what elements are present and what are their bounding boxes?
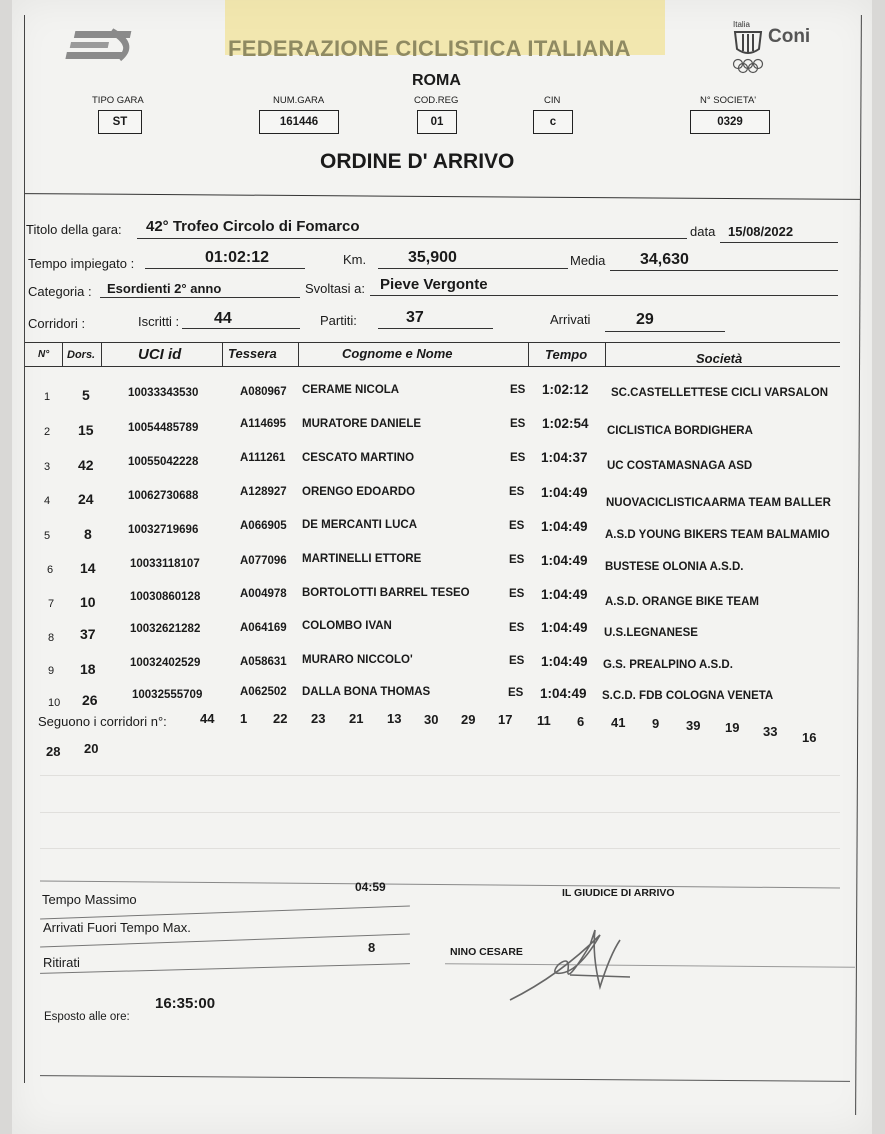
partiti-value: 37 [406, 309, 424, 326]
row-cat: ES [509, 554, 525, 566]
svolta-underline [370, 295, 838, 296]
iscritti-underline [182, 328, 300, 329]
row-nome: MARTINELLI ETTORE [302, 553, 422, 565]
tempo-value: 01:02:12 [205, 249, 270, 266]
row-cat: ES [509, 622, 525, 634]
table-row [0, 416, 885, 446]
col-sep [101, 342, 102, 366]
signature-icon [500, 915, 650, 1010]
media-label: Media [570, 253, 606, 268]
cod-reg-box: 01 [417, 110, 457, 134]
row-cat: ES [510, 452, 526, 464]
row-uci: 10032719696 [128, 524, 199, 536]
arrivati-underline [605, 331, 725, 332]
header-uci: UCI id [138, 346, 182, 363]
categoria-underline [100, 297, 300, 298]
row-pos: 4 [44, 495, 51, 507]
olympic-rings-icon [732, 58, 764, 74]
row-cat: ES [510, 418, 526, 430]
row-tempo: 1:02:12 [542, 382, 589, 397]
row-pos: 6 [47, 564, 54, 576]
row-uci: 10054485789 [128, 422, 199, 434]
document-title: ORDINE D' ARRIVO [320, 150, 515, 173]
col-sep [222, 342, 223, 366]
col-sep [528, 342, 529, 366]
svolta-value: Pieve Vergonte [380, 276, 488, 293]
row-tessera: A004978 [240, 588, 287, 600]
table-row [0, 382, 885, 412]
row-pos: 7 [48, 598, 55, 610]
row-tessera: A062502 [240, 686, 287, 698]
seguono-number: 1 [240, 711, 248, 726]
seguono-number: 13 [387, 711, 402, 726]
seguono-number: 23 [311, 711, 326, 726]
row-dors: 37 [80, 626, 96, 642]
iscritti-value: 44 [214, 310, 232, 327]
table-header-line [25, 366, 840, 367]
row-societa: U.S.LEGNANESE [604, 627, 698, 639]
tempo-massimo-label: Tempo Massimo [42, 892, 137, 907]
esposto-value: 16:35:00 [155, 995, 216, 1012]
table-row [0, 450, 885, 480]
table-row [0, 552, 885, 582]
ritirati-label: Ritirati [43, 955, 80, 970]
row-societa: A.S.D YOUNG BIKERS TEAM BALMAMIO [605, 529, 830, 541]
seguono-number: 16 [802, 730, 817, 745]
row-cat: ES [510, 384, 526, 396]
tipo-gara-box: ST [98, 110, 142, 134]
seguono-number: 6 [577, 714, 585, 729]
faint-line [40, 812, 840, 813]
ritirati-value: 8 [368, 940, 376, 955]
cod-reg-label: COD.REG [414, 95, 459, 106]
num-societa-label: N° SOCIETA' [700, 95, 757, 106]
row-dors: 42 [78, 457, 94, 473]
city-label: ROMA [412, 72, 461, 89]
header-tempo: Tempo [545, 347, 588, 362]
seguono-number: 41 [611, 715, 626, 730]
row-tessera: A114695 [240, 418, 287, 430]
seguono-number: 20 [84, 741, 99, 756]
seguono-number: 21 [349, 711, 364, 726]
num-societa-box: 0329 [690, 110, 770, 134]
seguono-label: Seguono i corridori n°: [38, 714, 167, 729]
row-dors: 18 [80, 661, 96, 677]
row-nome: DE MERCANTI LUCA [302, 519, 417, 531]
corridori-label: Corridori : [28, 316, 86, 331]
seguono-number: 17 [498, 712, 513, 727]
coni-small-label: Italia [733, 20, 750, 29]
col-sep [298, 342, 299, 366]
fci-logo-icon [62, 28, 142, 68]
row-pos: 1 [44, 391, 51, 403]
row-dors: 26 [82, 692, 98, 708]
row-uci: 10055042228 [128, 456, 199, 468]
row-tempo: 1:04:49 [541, 654, 588, 669]
federation-title: FEDERAZIONE CICLISTICA ITALIANA [228, 36, 631, 61]
arrivati-label: Arrivati [550, 312, 591, 327]
table-row [0, 620, 885, 650]
row-pos: 10 [48, 697, 61, 709]
km-value: 35,900 [408, 249, 457, 266]
row-tempo: 1:04:49 [541, 587, 588, 602]
table-row [0, 484, 885, 514]
seguono-number: 11 [537, 713, 551, 728]
col-sep [62, 342, 63, 366]
table-row [0, 518, 885, 548]
titolo-underline [137, 238, 687, 239]
row-dors: 8 [84, 526, 92, 542]
row-tessera: A066905 [240, 520, 287, 532]
row-tempo: 1:04:49 [541, 620, 588, 635]
row-nome: MURARO NICCOLO' [302, 654, 413, 666]
coni-emblem-icon [733, 29, 763, 57]
row-tessera: A077096 [240, 555, 287, 567]
row-tessera: A080967 [240, 386, 287, 398]
row-nome: CESCATO MARTINO [302, 452, 415, 464]
cin-box: c [533, 110, 573, 134]
table-row [0, 686, 885, 716]
esposto-label: Esposto alle ore: [44, 1011, 130, 1023]
row-cat: ES [509, 486, 525, 498]
data-value: 15/08/2022 [728, 224, 794, 239]
row-cat: ES [509, 588, 525, 600]
row-uci: 10032402529 [130, 657, 201, 669]
row-cat: ES [508, 687, 524, 699]
row-pos: 9 [48, 665, 55, 677]
row-dors: 15 [78, 422, 94, 438]
partiti-label: Partiti: [320, 313, 357, 328]
seguono-number: 19 [725, 720, 740, 735]
seguono-number: 22 [273, 711, 288, 726]
row-societa: G.S. PREALPINO A.S.D. [603, 659, 733, 671]
cin-label: CIN [544, 95, 561, 106]
row-pos: 3 [44, 461, 51, 473]
iscritti-label: Iscritti : [138, 314, 180, 329]
row-societa: A.S.D. ORANGE BIKE TEAM [605, 596, 759, 608]
row-nome: CERAME NICOLA [302, 384, 400, 396]
coni-logo-text: Coni [768, 26, 811, 47]
tempo-label: Tempo impiegato : [28, 256, 135, 271]
partiti-underline [378, 328, 493, 329]
row-tempo: 1:02:54 [542, 416, 589, 431]
row-societa: NUOVACICLISTICAARMA TEAM BALLER [606, 497, 831, 509]
row-tessera: A128927 [240, 486, 287, 498]
row-nome: MURATORE DANIELE [302, 418, 422, 430]
data-label: data [690, 224, 716, 239]
row-tempo: 1:04:49 [541, 519, 588, 534]
row-dors: 10 [80, 594, 96, 610]
tipo-gara-label: TIPO GARA [92, 95, 144, 106]
row-tessera: A111261 [240, 452, 286, 464]
media-underline [610, 270, 838, 271]
row-uci: 10033118107 [130, 558, 200, 570]
row-uci: 10032555709 [132, 689, 203, 701]
table-top-line [25, 342, 840, 343]
row-dors: 5 [82, 387, 90, 403]
row-dors: 14 [80, 560, 96, 576]
table-row [0, 654, 885, 684]
seguono-number: 30 [424, 712, 439, 727]
row-uci: 10062730688 [128, 490, 199, 502]
seguono-number: 29 [461, 712, 476, 727]
categoria-value: Esordienti 2° anno [107, 281, 222, 296]
tempo-massimo-value: 04:59 [355, 880, 386, 894]
row-uci: 10030860128 [130, 591, 201, 603]
row-pos: 8 [48, 632, 55, 644]
row-nome: DALLA BONA THOMAS [302, 686, 431, 698]
seguono-number: 33 [763, 724, 778, 739]
row-societa: BUSTESE OLONIA A.S.D. [605, 561, 744, 573]
col-sep [605, 342, 606, 366]
faint-line [40, 848, 840, 849]
giudice-nome: NINO CESARE [450, 946, 523, 958]
data-underline [720, 242, 838, 243]
row-tempo: 1:04:49 [540, 686, 587, 701]
num-gara-box: 161446 [259, 110, 339, 134]
row-nome: COLOMBO IVAN [302, 620, 392, 632]
row-tempo: 1:04:37 [541, 450, 588, 465]
header-nome: Cognome e Nome [342, 346, 453, 361]
header-societa: Società [696, 351, 743, 366]
header-pos: N° [38, 349, 50, 360]
row-tessera: A064169 [240, 622, 287, 634]
seguono-number: 44 [200, 711, 215, 726]
fuori-tempo-label: Arrivati Fuori Tempo Max. [43, 920, 191, 935]
row-uci: 10033343530 [128, 387, 199, 399]
row-pos: 2 [44, 426, 51, 438]
header-tessera: Tessera [228, 346, 277, 361]
row-societa: UC COSTAMASNAGA ASD [607, 460, 753, 472]
row-cat: ES [509, 520, 525, 532]
header-dors: Dors. [67, 349, 96, 361]
row-uci: 10032621282 [130, 623, 201, 635]
row-tempo: 1:04:49 [541, 485, 588, 500]
giudice-label: IL GIUDICE DI ARRIVO [562, 887, 675, 899]
categoria-label: Categoria : [28, 284, 92, 299]
row-pos: 5 [44, 530, 51, 542]
media-value: 34,630 [640, 251, 689, 268]
seguono-number: 28 [46, 744, 61, 759]
row-societa: CICLISTICA BORDIGHERA [607, 425, 753, 437]
km-underline [378, 268, 568, 269]
row-dors: 24 [78, 491, 94, 507]
row-nome: BORTOLOTTI BARREL TESEO [302, 587, 470, 599]
seguono-number: 9 [652, 716, 660, 731]
seguono-number: 39 [686, 718, 701, 733]
row-societa: SC.CASTELLETTESE CICLI VARSALON [611, 387, 829, 399]
row-cat: ES [509, 655, 525, 667]
arrivati-value: 29 [636, 311, 654, 328]
svolta-label: Svoltasi a: [305, 281, 365, 296]
titolo-value: 42° Trofeo Circolo di Fomarco [146, 218, 360, 235]
faint-line [40, 775, 840, 776]
km-label: Km. [343, 252, 367, 267]
row-nome: ORENGO EDOARDO [302, 486, 416, 498]
row-tessera: A058631 [240, 656, 287, 668]
left-border [24, 15, 25, 1083]
table-row [0, 586, 885, 616]
num-gara-label: NUM.GARA [273, 95, 325, 106]
tempo-underline [145, 268, 305, 269]
row-tempo: 1:04:49 [541, 553, 588, 568]
row-societa: S.C.D. FDB COLOGNA VENETA [602, 690, 774, 702]
titolo-label: Titolo della gara: [26, 222, 122, 237]
